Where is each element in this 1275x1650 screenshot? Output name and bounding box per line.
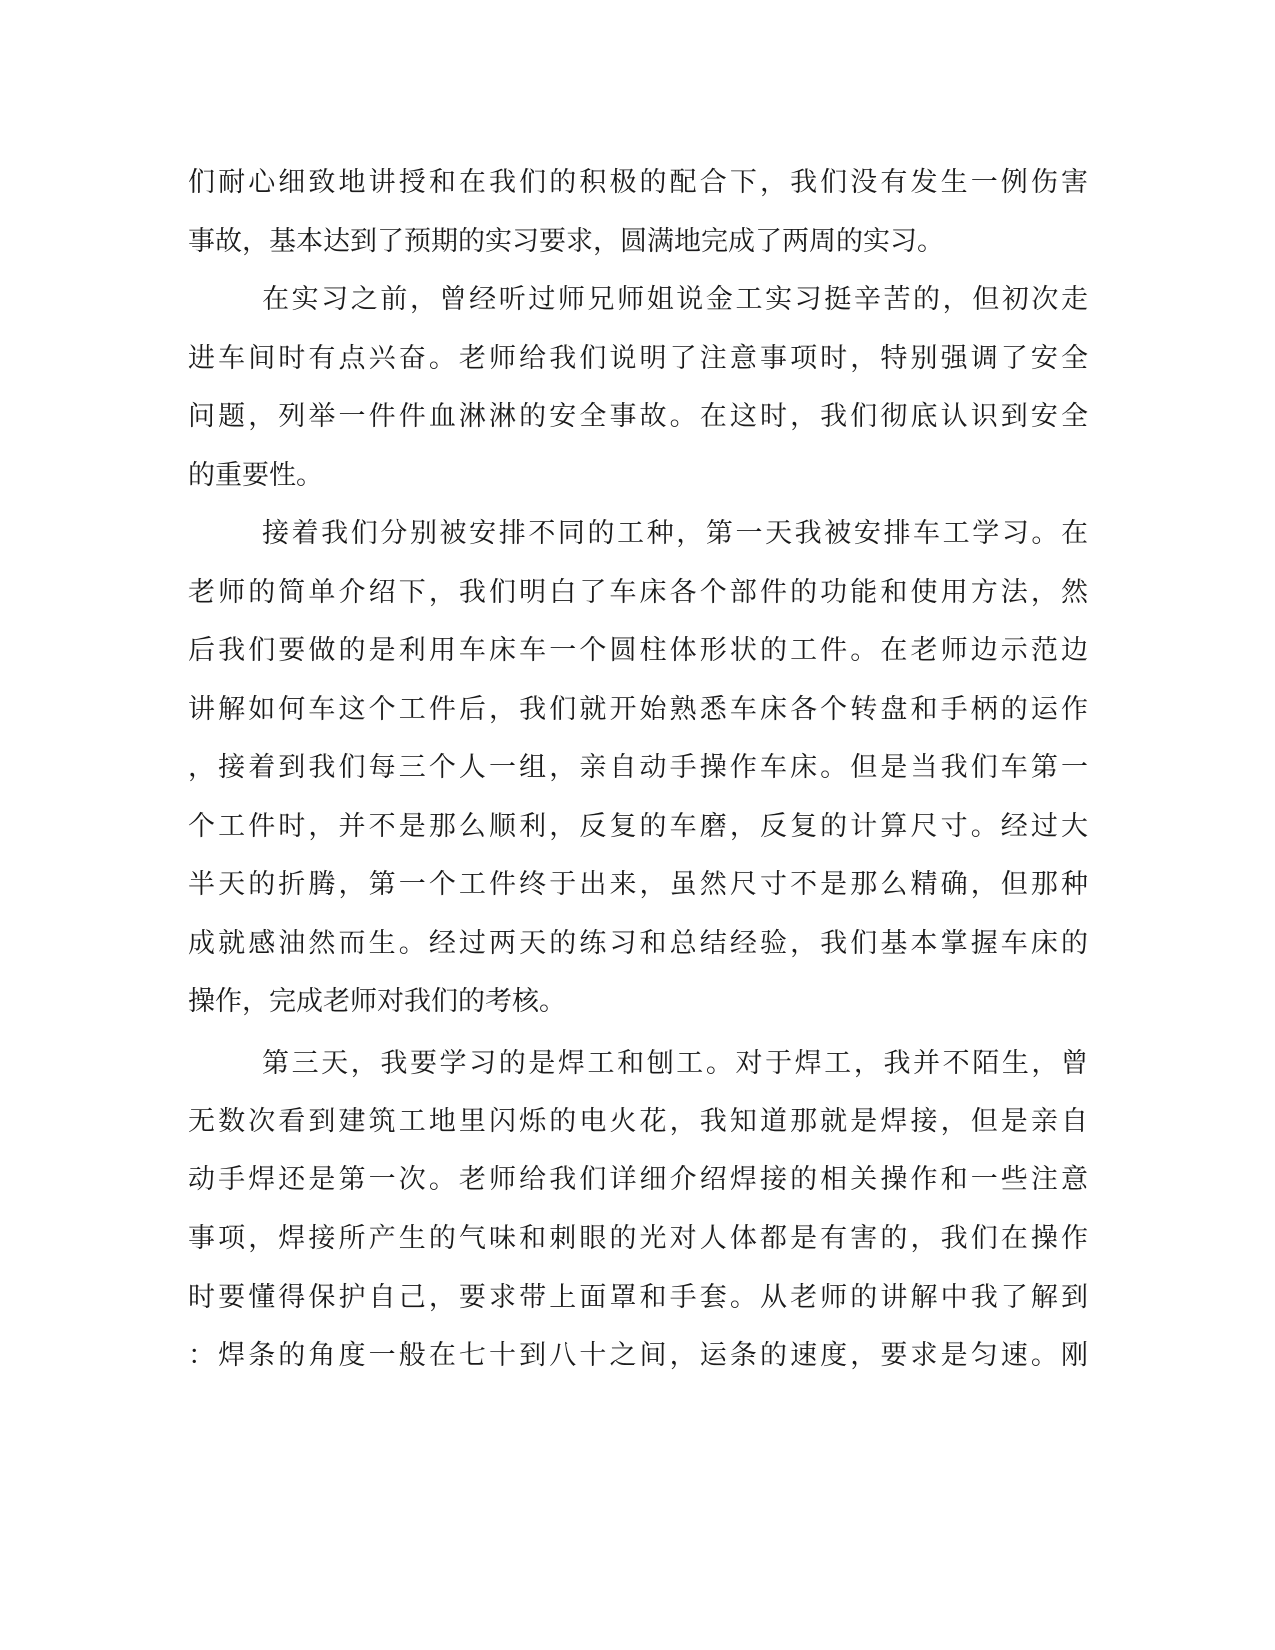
text-line: 动手焊还是第一次。老师给我们详细介绍焊接的相关操作和一些注意 xyxy=(188,1164,1088,1195)
text-line: 老师的简单介绍下，我们明白了车床各个部件的功能和使用方法，然 xyxy=(188,577,1088,608)
text-line: 接着我们分别被安排不同的工种，第一天我被安排车工学习。在 xyxy=(262,518,1088,549)
text-line: 无数次看到建筑工地里闪烁的电火花，我知道那就是焊接，但是亲自 xyxy=(188,1106,1088,1137)
text-line: 问题，列举一件件血淋淋的安全事故。在这时，我们彻底认识到安全 xyxy=(188,401,1088,432)
text-line: 个工件时，并不是那么顺利，反复的车磨，反复的计算尺寸。经过大 xyxy=(188,811,1088,842)
text-line: 时要懂得保护自己，要求带上面罩和手套。从老师的讲解中我了解到 xyxy=(188,1282,1088,1313)
text-line: ，接着到我们每三个人一组，亲自动手操作车床。但是当我们车第一 xyxy=(188,752,1088,783)
text-line: ：焊条的角度一般在七十到八十之间，运条的速度，要求是匀速。刚 xyxy=(188,1340,1088,1371)
text-line: 后我们要做的是利用车床车一个圆柱体形状的工件。在老师边示范边 xyxy=(188,635,1088,666)
text-line: 在实习之前，曾经听过师兄师姐说金工实习挺辛苦的，但初次走 xyxy=(262,284,1088,315)
text-line: 进车间时有点兴奋。老师给我们说明了注意事项时，特别强调了安全 xyxy=(188,343,1088,374)
text-line: 的重要性。 xyxy=(188,460,323,491)
text-line: 成就感油然而生。经过两天的练习和总结经验，我们基本掌握车床的 xyxy=(188,928,1088,959)
text-line: 讲解如何车这个工件后，我们就开始熟悉车床各个转盘和手柄的运作 xyxy=(188,694,1088,725)
text-line: 操作，完成老师对我们的考核。 xyxy=(188,986,566,1017)
text-line: 半天的折腾，第一个工件终于出来，虽然尺寸不是那么精确，但那种 xyxy=(188,869,1088,900)
text-line: 第三天，我要学习的是焊工和刨工。对于焊工，我并不陌生，曾 xyxy=(262,1048,1088,1079)
text-line: 事项，焊接所产生的气味和刺眼的光对人体都是有害的，我们在操作 xyxy=(188,1223,1088,1254)
text-line: 们耐心细致地讲授和在我们的积极的配合下，我们没有发生一例伤害 xyxy=(188,167,1088,198)
text-line: 事故，基本达到了预期的实习要求，圆满地完成了两周的实习。 xyxy=(188,226,944,257)
